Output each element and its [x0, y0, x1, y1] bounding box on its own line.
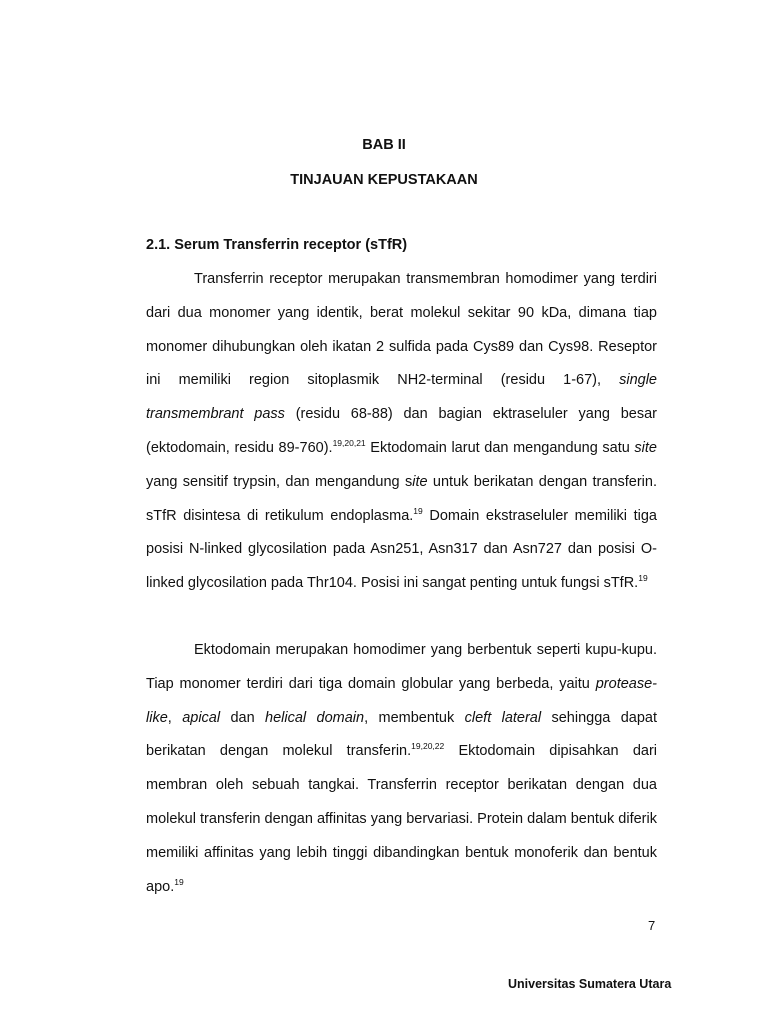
p2-text: sehingga dapat berikatan dengan molekul transferin.: [146, 709, 657, 760]
p1-text: (residu 68-88) dan bagian ektraseluler yang besar (ektodomain, residu 89-760).: [146, 406, 657, 456]
p2-italic: protease-like: [146, 675, 657, 726]
p1-text: Ektodomain larut dan mengandung satu: [365, 439, 635, 456]
citation: 19,20,21: [332, 437, 366, 448]
p2-italic: apical: [182, 709, 221, 726]
paragraph-1: [146, 263, 657, 601]
p2-text: Ektodomain dipisahkan dari membran oleh sebuah tangkai. Transferrin receptor berikatan dengan dua molekul transferin dengan affinitas yang bervariasi. Protein dalam bentuk diferik memiliki affinitas yang lebih tinggi dibandingkan bentuk monoferik dan bentuk apo.: [146, 743, 657, 895]
p1-text: Domain ekstraseluler memiliki tiga posisi N-linked glycosilation pada Asn251, Asn317 dan Asn727 dan posisi O-linked glycosilation pada Thr104. Posisi ini sangat penting untuk fungsi sTfR.: [146, 507, 657, 592]
citation: 19,20,22: [411, 741, 445, 752]
p2-text: , membentuk: [364, 709, 465, 726]
p1-text: Transferrin receptor merupakan transmembran homodimer yang terdiri dari dua monomer yang identik, berat molekul sekitar 90 kDa, dimana tiap monomer dihubungkan oleh ikatan 2 sulfida pada Cys89 dan Cys98. Reseptor ini memiliki region sitoplasmik NH2-terminal (residu 1-67),: [146, 271, 657, 389]
p2-text: ,: [167, 709, 183, 726]
citation: 19: [638, 573, 648, 584]
citation: 19: [174, 876, 184, 887]
p2-italic: helical domain: [265, 709, 365, 726]
p1-text: yang sensitif trypsin, dan mengandung s: [146, 473, 413, 490]
section-heading: 2.1. Serum Transferrin receptor (sTfR): [146, 237, 408, 253]
p1-italic: ite: [412, 473, 428, 490]
p1-italic: site: [634, 439, 657, 456]
chapter-title: TINJAUAN KEPUSTAKAAN: [290, 172, 478, 188]
p2-italic: cleft lateral: [464, 709, 542, 726]
footer-institution: Universitas Sumatera Utara: [508, 977, 672, 991]
p1-text: untuk berikatan dengan transferin. sTfR disintesa di retikulum endoplasma.: [146, 473, 657, 524]
p2-text: Ektodomain merupakan homodimer yang berbentuk seperti kupu-kupu. Tiap monomer terdiri dari tiga domain globular yang berbeda, yaitu: [146, 642, 657, 692]
p1-italic: single transmembrant pass: [146, 372, 657, 423]
citation: 19: [413, 505, 423, 516]
p2-text: dan: [220, 709, 266, 726]
page-number: 7: [648, 918, 656, 933]
paragraph-2: [146, 634, 657, 904]
chapter-heading: BAB II: [362, 137, 406, 153]
